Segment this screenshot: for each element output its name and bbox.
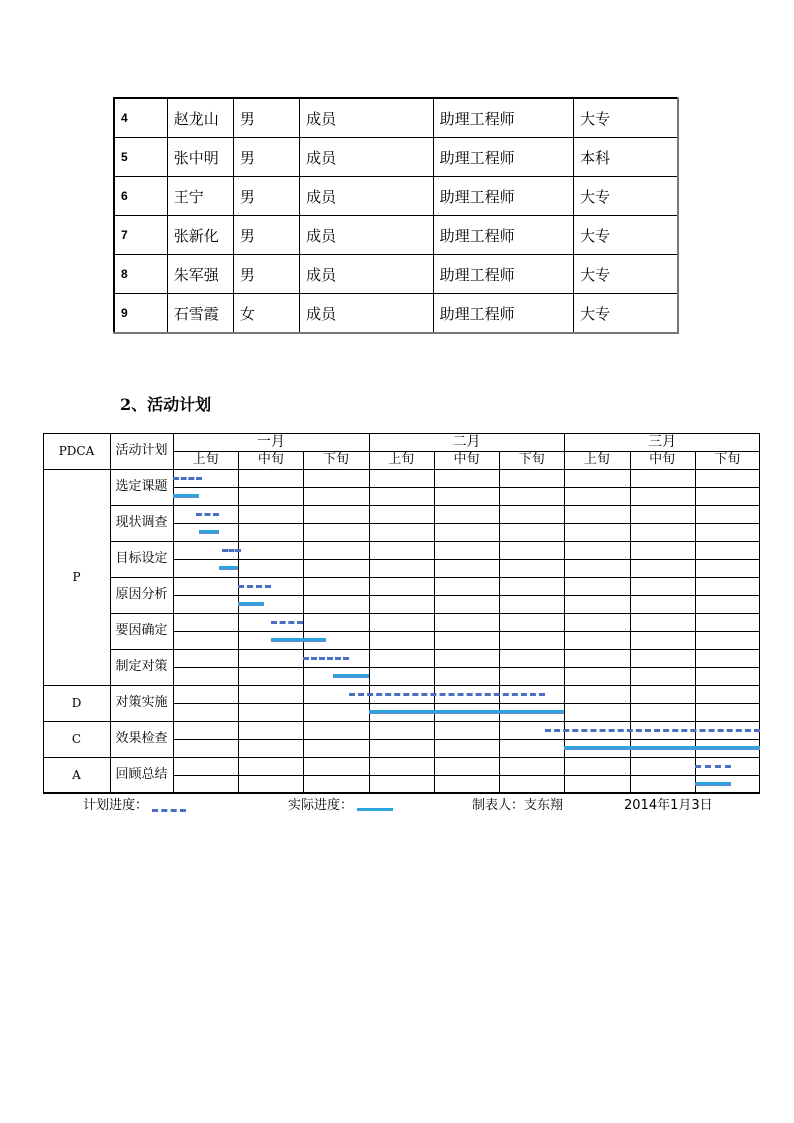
grid-line — [110, 505, 760, 506]
member-role: 成员 — [300, 216, 433, 255]
plan-bar — [271, 621, 304, 624]
activity-label: 效果检查 — [115, 731, 168, 746]
period-label: 上旬 — [583, 452, 610, 467]
member-name: 石雪霞 — [167, 294, 233, 334]
period-label: 下旬 — [714, 452, 741, 467]
activity-label: 目标设定 — [115, 551, 168, 566]
actual-bar — [369, 710, 565, 714]
actual-bar — [695, 782, 731, 786]
grid-line — [173, 487, 760, 488]
phase-label: A — [72, 768, 81, 782]
actual-bar — [333, 674, 369, 678]
table-row — [114, 177, 678, 216]
period-label: 中旬 — [257, 452, 284, 467]
phase-label: P — [72, 570, 81, 584]
member-name: 赵龙山 — [167, 98, 233, 138]
member-title: 助理工程师 — [433, 138, 573, 177]
member-edu: 大专 — [574, 294, 678, 334]
member-gender: 男 — [233, 177, 299, 216]
grid-line — [173, 775, 760, 776]
grid-line — [173, 631, 760, 632]
table-row — [114, 138, 678, 177]
member-role: 成员 — [300, 255, 433, 294]
activity-label: 对策实施 — [115, 695, 168, 710]
member-no: 8 — [114, 255, 167, 294]
member-edu: 大专 — [574, 216, 678, 255]
member-title: 助理工程师 — [433, 294, 573, 334]
activity-label: 选定课题 — [115, 479, 168, 494]
actual-bar — [564, 746, 760, 750]
table-row — [114, 216, 678, 255]
member-no: 7 — [114, 216, 167, 255]
grid-line — [630, 451, 631, 793]
members-table — [113, 97, 679, 334]
activity-label: 制定对策 — [115, 659, 168, 674]
period-label: 上旬 — [192, 452, 219, 467]
grid-line — [564, 433, 565, 451]
member-role: 成员 — [300, 98, 433, 138]
gantt-footer — [0, 793, 794, 817]
member-title: 助理工程师 — [433, 255, 573, 294]
member-name: 朱军强 — [167, 255, 233, 294]
grid-line — [695, 451, 696, 793]
plan-legend-label: 计划进度： — [83, 798, 149, 813]
grid-line — [369, 451, 370, 793]
gantt-chart — [43, 433, 760, 793]
actual-bar — [173, 494, 199, 498]
member-name: 张中明 — [167, 138, 233, 177]
plan-bar — [238, 585, 271, 588]
member-gender: 男 — [233, 138, 299, 177]
member-edu: 大专 — [574, 255, 678, 294]
grid-line — [173, 523, 760, 524]
grid-line — [303, 451, 304, 793]
member-role: 成员 — [300, 294, 433, 334]
grid-line — [173, 739, 760, 740]
section-title: 2、活动计划 — [120, 395, 212, 414]
grid-line — [110, 649, 760, 650]
month-label: 三月 — [648, 434, 677, 450]
member-no: 5 — [114, 138, 167, 177]
maker: 制表人：支东翔 — [472, 798, 564, 813]
member-gender: 男 — [233, 255, 299, 294]
plan-bar — [196, 513, 219, 516]
actual-legend-label: 实际进度： — [288, 798, 354, 813]
phase-label: C — [71, 732, 82, 746]
grid-line — [173, 667, 760, 668]
plan-bar — [303, 657, 349, 660]
member-gender: 男 — [233, 216, 299, 255]
grid-line — [110, 613, 760, 614]
grid-line — [434, 451, 435, 793]
member-gender: 男 — [233, 98, 299, 138]
month-label: 一月 — [256, 434, 285, 450]
activity-label: 要因确定 — [115, 623, 168, 638]
member-title: 助理工程师 — [433, 98, 573, 138]
period-label: 中旬 — [453, 452, 480, 467]
member-edu: 大专 — [574, 98, 678, 138]
member-name: 张新化 — [167, 216, 233, 255]
member-role: 成员 — [300, 177, 433, 216]
grid-line — [173, 703, 760, 704]
member-title: 助理工程师 — [433, 177, 573, 216]
grid-line — [110, 541, 760, 542]
header-pdca: PDCA — [58, 444, 95, 458]
member-edu: 大专 — [574, 177, 678, 216]
table-row — [114, 294, 678, 334]
grid-line — [564, 451, 565, 793]
period-label: 下旬 — [323, 452, 350, 467]
table-row — [114, 98, 678, 138]
member-no: 9 — [114, 294, 167, 334]
actual-legend-line — [357, 808, 393, 811]
actual-bar — [219, 566, 239, 570]
plan-legend-line — [152, 809, 186, 812]
member-no: 4 — [114, 98, 167, 138]
header-activity-plan: 活动计划 — [115, 443, 168, 458]
phase-label: D — [71, 696, 82, 710]
month-label: 二月 — [452, 434, 481, 450]
plan-bar — [222, 549, 242, 552]
table-row — [114, 255, 678, 294]
period-label: 上旬 — [388, 452, 415, 467]
actual-bar — [199, 530, 219, 534]
grid-line — [173, 559, 760, 560]
activity-label: 原因分析 — [115, 587, 168, 602]
grid-line — [110, 577, 760, 578]
plan-bar — [695, 765, 731, 768]
actual-bar — [238, 602, 264, 606]
member-name: 王宁 — [167, 177, 233, 216]
grid-line — [369, 433, 370, 451]
activity-label: 回顾总结 — [115, 767, 168, 782]
member-role: 成员 — [300, 138, 433, 177]
member-gender: 女 — [233, 294, 299, 334]
member-edu: 本科 — [574, 138, 678, 177]
activity-label: 现状调查 — [115, 515, 168, 530]
period-label: 中旬 — [649, 452, 676, 467]
grid-line — [173, 595, 760, 596]
grid-line — [499, 451, 500, 793]
plan-bar — [545, 729, 760, 732]
actual-bar — [271, 638, 326, 642]
date: 2014年1月3日 — [624, 798, 713, 813]
member-title: 助理工程师 — [433, 216, 573, 255]
member-no: 6 — [114, 177, 167, 216]
plan-bar — [349, 693, 545, 696]
period-label: 下旬 — [518, 452, 545, 467]
plan-bar — [173, 477, 202, 480]
grid-line — [238, 451, 239, 793]
